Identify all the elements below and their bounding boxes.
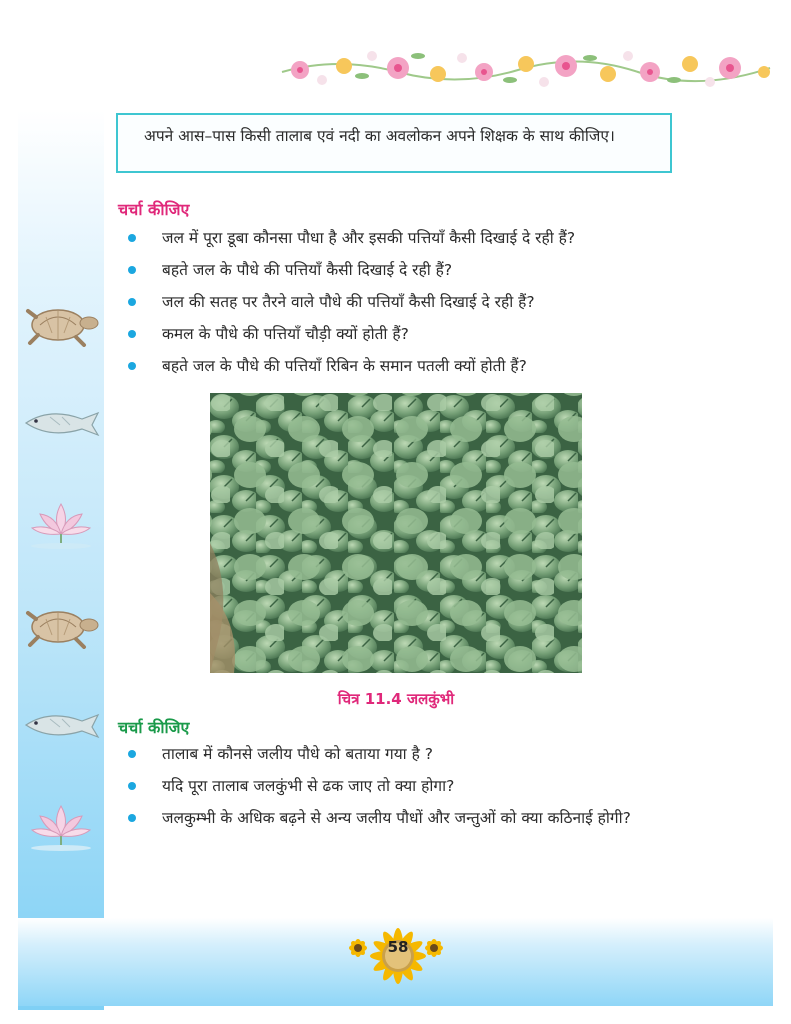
bullet-icon <box>128 814 136 822</box>
list-item <box>128 742 673 766</box>
left-decorative-strip <box>18 110 104 1010</box>
discussion-heading-2: चर्चा कीजिए <box>118 718 190 737</box>
discussion-heading-1: चर्चा कीजिए <box>118 200 190 219</box>
question-text: कमल के पौधे की पत्तियाँ चौड़ी क्यों होती हैं? <box>162 325 409 343</box>
fish-icon <box>20 705 102 745</box>
bullet-icon <box>128 782 136 790</box>
page-number-badge <box>342 924 450 988</box>
turtle-icon <box>22 303 102 347</box>
page-number: 58 <box>387 938 409 956</box>
list-item <box>128 354 668 378</box>
discussion-list-1 <box>128 226 668 386</box>
activity-box <box>116 113 672 173</box>
water-hyacinth-photo <box>210 393 582 673</box>
discussion-list-2 <box>128 742 673 838</box>
floral-border <box>278 42 774 96</box>
question-text: बहते जल के पौधे की पत्तियाँ कैसी दिखाई दे रही हैं? <box>162 261 453 279</box>
sunflower-icon <box>342 924 450 988</box>
bullet-icon <box>128 362 136 370</box>
question-text: जल की सतह पर तैरने वाले पौधे की पत्तियाँ कैसी दिखाई दे रही हैं? <box>162 293 535 311</box>
question-text: यदि पूरा तालाब जलकुंभी से ढक जाए तो क्या होगा? <box>162 777 455 795</box>
list-item <box>128 806 673 830</box>
turtle-icon <box>22 605 102 649</box>
activity-text: अपने आस–पास किसी तालाब एवं नदी का अवलोकन अपने शिक्षक के साथ कीजिए। <box>144 127 615 145</box>
list-item <box>128 322 668 346</box>
list-item <box>128 226 668 250</box>
fish-icon <box>20 403 102 443</box>
question-text: तालाब में कौनसे जलीय पौधे को बताया गया है ? <box>162 745 434 763</box>
bullet-icon <box>128 750 136 758</box>
list-item <box>128 290 668 314</box>
lotus-icon <box>26 800 96 852</box>
bullet-icon <box>128 266 136 274</box>
lotus-icon <box>26 498 96 550</box>
bullet-icon <box>128 298 136 306</box>
question-text: जलकुम्भी के अधिक बढ़ने से अन्य जलीय पौधों और जन्तुओं को क्या कठिनाई होगी? <box>162 809 631 827</box>
bullet-icon <box>128 330 136 338</box>
list-item <box>128 774 673 798</box>
question-text: बहते जल के पौधे की पत्तियाँ रिबिन के समान पतली क्यों होती हैं? <box>162 357 527 375</box>
figure-caption: चित्र 11.4 जलकुंभी <box>337 690 455 708</box>
bullet-icon <box>128 234 136 242</box>
list-item <box>128 258 668 282</box>
question-text: जल में पूरा डूबा कौनसा पौधा है और इसकी पत्तियाँ कैसी दिखाई दे रही हैं? <box>162 229 576 247</box>
